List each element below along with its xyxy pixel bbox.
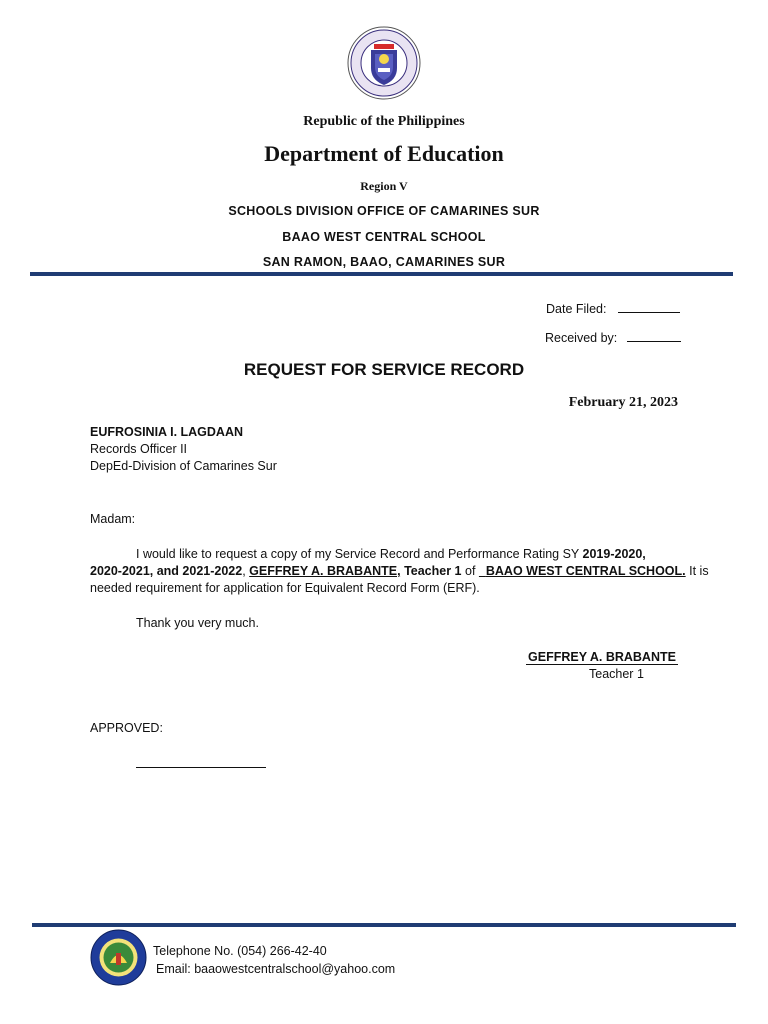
received-by-row <box>545 329 681 347</box>
teacher-name: GEFFREY A. BRABANTE, <box>249 564 401 578</box>
body-comma: , <box>242 564 246 578</box>
approval-signature-line <box>136 767 266 768</box>
school-line: BAAO WEST CENTRAL SCHOOL <box>282 230 486 244</box>
footer-divider <box>32 923 736 927</box>
footer-telephone: Telephone No. (054) 266-42-40 <box>153 944 327 958</box>
signatory-position: Teacher 1 <box>589 667 644 681</box>
region-line: Region V <box>360 179 408 193</box>
address-line: SAN RAMON, BAAO, CAMARINES SUR <box>262 255 506 269</box>
received-by-blank <box>627 329 681 342</box>
body-text-2: It is <box>685 564 709 578</box>
footer-email: Email: baaowestcentralschool@yahoo.com <box>156 962 396 976</box>
department-title: Department of Education <box>264 141 504 166</box>
header-divider <box>30 272 733 276</box>
date-filed-blank <box>618 300 680 313</box>
closing: Thank you very much. <box>136 616 259 630</box>
letter-title: REQUEST FOR SERVICE RECORD <box>243 360 525 379</box>
date-filed-label: Date Filed: <box>546 302 607 316</box>
republic-line: Republic of the Philippines <box>303 114 465 129</box>
school-name: BAAO WEST CENTRAL SCHOOL. <box>485 564 686 578</box>
date-filed-row <box>546 300 680 318</box>
letter-date: February 21, 2023 <box>568 395 678 410</box>
body-text-1: I would like to request a copy of my Service Record and Performance Rating SY <box>136 547 583 561</box>
signatory-name: GEFFREY A. BRABANTE <box>526 650 678 665</box>
body-line-1 <box>90 546 680 563</box>
recipient-name: EUFROSINIA I. LAGDAAN <box>90 425 244 439</box>
school-year-1: 2019-2020, <box>582 547 646 561</box>
school-year-2: 2020-2021, and 2021-2022 <box>90 564 243 578</box>
salutation: Madam: <box>90 512 136 526</box>
of-text: of <box>465 564 476 578</box>
deped-seal <box>347 26 421 100</box>
received-by-label: Received by: <box>545 331 618 345</box>
school-logo <box>90 929 147 986</box>
recipient-office: DepEd-Division of Camarines Sur <box>90 459 277 473</box>
body-line-2 <box>90 563 709 580</box>
body-text-3: needed requirement for application for Equivalent Record Form (ERF). <box>90 581 480 595</box>
division-line: SCHOOLS DIVISION OFFICE OF CAMARINES SUR <box>228 204 540 218</box>
approved-label: APPROVED: <box>90 721 163 735</box>
teacher-position: Teacher 1 <box>404 564 462 578</box>
body-paragraph <box>90 546 709 597</box>
recipient-title: Records Officer II <box>90 442 188 456</box>
